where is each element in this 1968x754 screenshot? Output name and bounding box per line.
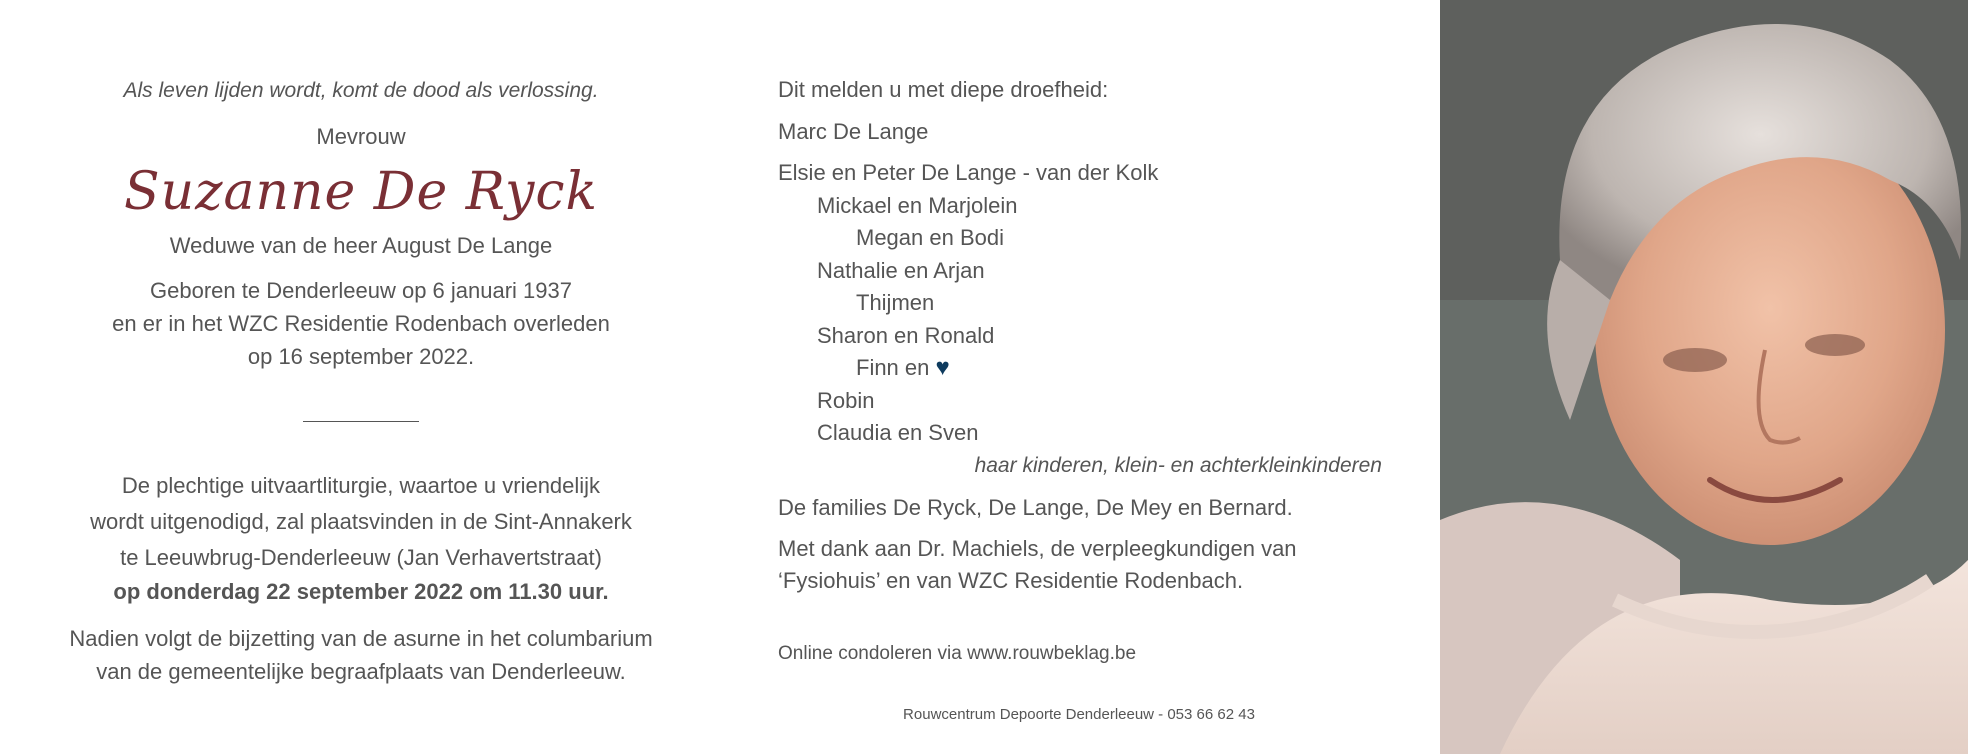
burial-line: Nadien volgt de bijzetting van de asurne in het columbarium	[69, 626, 653, 651]
heart-icon: ♥	[935, 354, 950, 381]
grandchild: Mickael en Marjolein	[817, 192, 1018, 218]
online-condolence-line: Online condoleren via www.rouwbeklag.be	[778, 642, 1137, 664]
relations-caption: haar kinderen, klein- en achterkleinkinderen	[974, 453, 1382, 477]
great-grandchild-line	[778, 352, 1398, 385]
burial-info	[40, 622, 682, 688]
great-grandchild: Finn en	[856, 355, 930, 380]
death-date-line: op 16 september 2022.	[247, 344, 475, 369]
announcement-left-column	[40, 74, 682, 688]
salutation: Mevrouw	[316, 124, 406, 149]
birth-death-info	[40, 274, 682, 373]
portrait-photo	[1440, 0, 1968, 754]
thanks-line: ‘Fysiohuis’ en van WZC Residentie Rodenbach.	[778, 568, 1244, 593]
family-son: Marc De Lange	[778, 118, 929, 144]
ceremony-line: te Leeuwbrug-Denderleeuw (Jan Verhavertstraat)	[120, 545, 602, 570]
announcement-right-column	[778, 74, 1398, 670]
deceased-name: Suzanne De Ryck	[123, 162, 599, 222]
intro-line: Dit melden u met diepe droefheid:	[778, 77, 1109, 102]
family-daughter: Elsie en Peter De Lange - van der Kolk	[778, 160, 1159, 185]
great-grandchild: Thijmen	[856, 290, 935, 315]
ceremony-info	[40, 468, 682, 608]
ceremony-line: De plechtige uitvaartliturgie, waartoe u vriendelijk	[121, 473, 601, 498]
ceremony-date: op donderdag 22 september 2022 om 11.30 uur.	[113, 579, 609, 604]
grandchild: Robin	[817, 387, 875, 413]
funeral-home-footer: Rouwcentrum Depoorte Denderleeuw - 053 66 62 43	[903, 706, 1255, 723]
grandchild: Claudia en Sven	[817, 420, 979, 445]
ceremony-line: wordt uitgenodigd, zal plaatsvinden in de Sint-Annakerk	[90, 509, 632, 534]
separator-line	[303, 421, 419, 422]
great-grandchild: Megan en Bodi	[856, 225, 1004, 250]
motto: Als leven lijden wordt, komt de dood als verlossing.	[123, 79, 599, 102]
thanks-line: Met dank aan Dr. Machiels, de verpleegkundigen van	[778, 535, 1297, 561]
birth-line: Geboren te Denderleeuw op 6 januari 1937	[150, 278, 572, 303]
death-place-line: en er in het WZC Residentie Rodenbach overleden	[112, 311, 610, 336]
grandchild: Sharon en Ronald	[817, 322, 995, 348]
burial-line: van de gemeentelijke begraafplaats van Denderleeuw.	[96, 659, 626, 684]
grandchild: Nathalie en Arjan	[817, 257, 985, 283]
widow-line: Weduwe van de heer August De Lange	[169, 233, 553, 258]
families-line: De families De Ryck, De Lange, De Mey en Bernard.	[778, 495, 1293, 520]
